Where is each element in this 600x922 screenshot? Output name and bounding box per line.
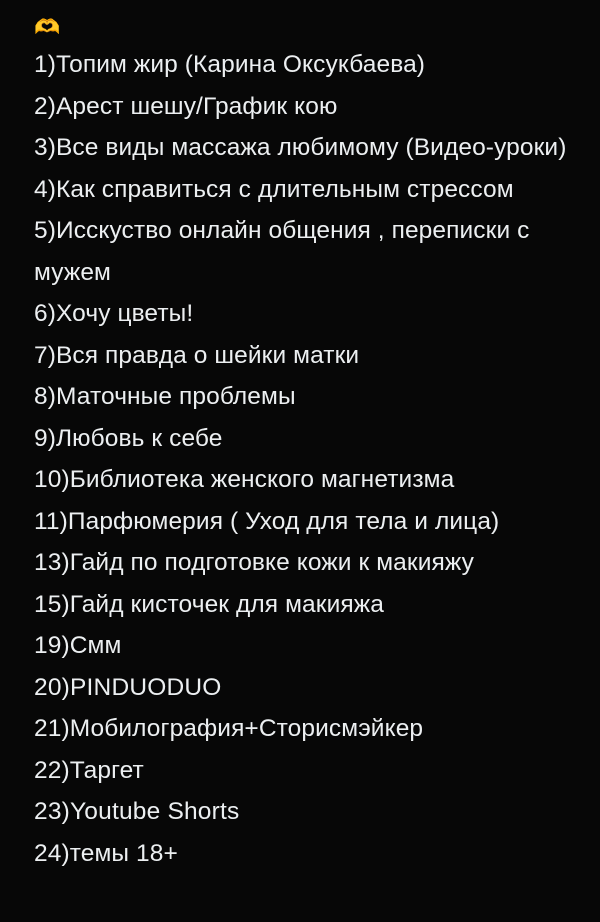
list-item: 23)Youtube Shorts (34, 798, 240, 825)
list-item: 8)Маточные проблемы (34, 383, 296, 410)
list-item: 10)Библиотека женского магнетизма (34, 466, 455, 493)
heart-hands-emoji: 🫶 (34, 15, 61, 39)
list-item: 11)Парфюмерия ( Уход для тела и лица) (34, 507, 500, 535)
list-item: 3)Все виды массажа любимому (Видео-уроки) (34, 134, 567, 161)
list-item: 13)Гайд по подготовке кожи к макияжу (34, 549, 474, 576)
list-item: 15)Гайд кисточек для макияжа (34, 590, 384, 618)
list-item: 20)PINDUODUO (34, 673, 222, 701)
list-item: 4)Как справиться с длительным стрессом (34, 175, 514, 203)
emoji-header (34, 10, 582, 44)
list-item: 2)Арест шешу/График кою (34, 92, 338, 120)
list-item: 7)Вся правда о шейки матки (34, 341, 360, 369)
list-item: 24)темы 18+ (34, 839, 178, 867)
list-item: 21)Мобилография+Сторисмэйкер (34, 715, 424, 742)
list-item: 22)Таргет (34, 756, 144, 784)
list-item: 5)Исскуство онлайн общения , переписки с мужем (34, 217, 537, 286)
list-item: 6)Хочу цветы! (34, 300, 194, 327)
topic-list (34, 44, 582, 874)
list-item: 19)Смм (34, 632, 122, 659)
list-item: 9)Любовь к себе (34, 424, 223, 452)
list-item: 1)Топим жир (Карина Оксукбаева) (34, 51, 426, 78)
